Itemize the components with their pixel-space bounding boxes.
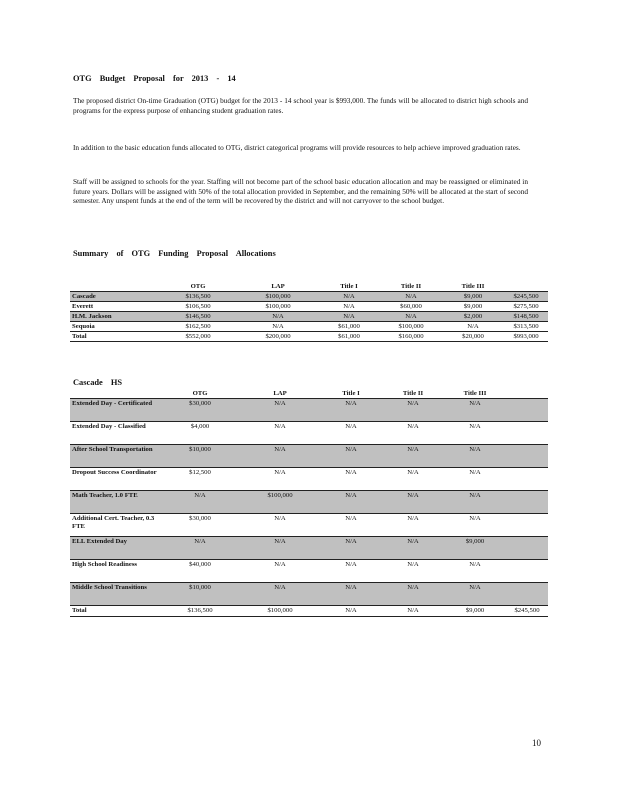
row-label: Math Teacher, 1.0 FTE: [70, 491, 160, 514]
row-label: Extended Day - Classified: [70, 422, 160, 445]
table-cell: $160,000: [380, 332, 442, 342]
table-cell: N/A: [382, 468, 444, 491]
table-cell: $61,000: [318, 322, 380, 332]
table-cell: N/A: [382, 514, 444, 537]
table-cell: $30,000: [160, 399, 240, 422]
table-cell: [506, 399, 548, 422]
table-cell: $20,000: [442, 332, 504, 342]
table-cell: N/A: [382, 560, 444, 583]
table-cell: $100,000: [240, 491, 320, 514]
table-cell: N/A: [240, 399, 320, 422]
table-cell: $993,000: [504, 332, 548, 342]
row-label: Middle School Transitions: [70, 583, 160, 606]
table-cell: N/A: [382, 491, 444, 514]
row-label: Extended Day - Certificated: [70, 399, 160, 422]
table-cell: $100,000: [238, 292, 318, 302]
table-cell: [506, 491, 548, 514]
column-header: LAP: [238, 282, 318, 292]
table-cell: $10,000: [160, 445, 240, 468]
table-cell: N/A: [320, 399, 382, 422]
row-label: Everett: [70, 302, 158, 312]
table-row: [70, 422, 548, 445]
table-row: [70, 445, 548, 468]
table-cell: $9,000: [442, 302, 504, 312]
column-header: OTG: [158, 282, 238, 292]
table-cell: [506, 537, 548, 560]
table-cell: N/A: [240, 422, 320, 445]
table-cell: N/A: [240, 560, 320, 583]
table-cell: N/A: [382, 606, 444, 617]
column-header: [504, 282, 548, 292]
table-row: [70, 468, 548, 491]
table-cell: $9,000: [442, 292, 504, 302]
table-cell: N/A: [238, 322, 318, 332]
table-cell: N/A: [382, 399, 444, 422]
row-label: Sequoia: [70, 322, 158, 332]
table-cell: N/A: [320, 445, 382, 468]
column-header: [70, 389, 160, 399]
column-header: Title III: [444, 389, 506, 399]
table-cell: N/A: [320, 491, 382, 514]
table-cell: [506, 514, 548, 537]
table-cell: N/A: [380, 292, 442, 302]
table-cell: N/A: [444, 514, 506, 537]
table-row: [70, 514, 548, 537]
row-label: High School Readiness: [70, 560, 160, 583]
table-cell: N/A: [380, 312, 442, 322]
table-cell: $552,000: [158, 332, 238, 342]
table-cell: N/A: [240, 537, 320, 560]
table-cell: $146,500: [158, 312, 238, 322]
table-cell: N/A: [444, 422, 506, 445]
table-cell: $30,000: [160, 514, 240, 537]
row-label: Dropout Success Coordinator: [70, 468, 160, 491]
table-cell: N/A: [444, 583, 506, 606]
table-cell: N/A: [444, 468, 506, 491]
table-cell: N/A: [320, 560, 382, 583]
row-label: Cascade: [70, 292, 158, 302]
table-row: [70, 537, 548, 560]
table-row: [70, 560, 548, 583]
column-header: Title I: [318, 282, 380, 292]
row-label: Additional Cert. Teacher, 0.3 FTE: [70, 514, 160, 537]
table-row: [70, 399, 548, 422]
table-cell: N/A: [318, 312, 380, 322]
table-cell: $2,000: [442, 312, 504, 322]
cascade-heading: Cascade HS: [73, 378, 123, 387]
table-cell: [506, 583, 548, 606]
table-row: [70, 322, 548, 332]
table-cell: N/A: [444, 399, 506, 422]
table-cell: $9,000: [444, 606, 506, 617]
column-header: OTG: [160, 389, 240, 399]
table-cell: $100,000: [380, 322, 442, 332]
table-cell: [506, 422, 548, 445]
table-cell: N/A: [320, 537, 382, 560]
table-cell: $313,500: [504, 322, 548, 332]
table-cell: $100,000: [238, 302, 318, 312]
table-row: [70, 312, 548, 322]
table-cell: $10,000: [160, 583, 240, 606]
table-cell: [506, 445, 548, 468]
table-cell: $12,500: [160, 468, 240, 491]
table-cell: N/A: [240, 514, 320, 537]
table-row: [70, 302, 548, 312]
table-cell: N/A: [320, 606, 382, 617]
table-cell: N/A: [320, 514, 382, 537]
total-row: [70, 332, 548, 342]
table-cell: $245,500: [506, 606, 548, 617]
summary-table: [70, 282, 548, 342]
table-cell: $60,000: [380, 302, 442, 312]
table-cell: $136,500: [160, 606, 240, 617]
table-cell: [506, 560, 548, 583]
table-cell: N/A: [442, 322, 504, 332]
table-cell: N/A: [382, 445, 444, 468]
table-cell: N/A: [382, 537, 444, 560]
table-cell: $148,500: [504, 312, 548, 322]
column-header: [70, 282, 158, 292]
row-label: After School Transportation: [70, 445, 160, 468]
column-header: [506, 389, 548, 399]
column-header: Title III: [442, 282, 504, 292]
table-cell: N/A: [320, 583, 382, 606]
table-cell: $100,000: [240, 606, 320, 617]
table-cell: $136,500: [158, 292, 238, 302]
row-label: ELL Extended Day: [70, 537, 160, 560]
column-header: Title II: [380, 282, 442, 292]
table-cell: $275,500: [504, 302, 548, 312]
table-cell: $9,000: [444, 537, 506, 560]
table-cell: N/A: [160, 491, 240, 514]
table-row: [70, 292, 548, 302]
table-cell: $200,000: [238, 332, 318, 342]
table-cell: N/A: [240, 445, 320, 468]
table-cell: N/A: [382, 583, 444, 606]
summary-header-row: [70, 282, 548, 292]
summary-heading: Summary of OTG Funding Proposal Allocations: [73, 249, 276, 258]
table-cell: $61,000: [318, 332, 380, 342]
table-cell: N/A: [382, 422, 444, 445]
intro-paragraph: The proposed district On-time Graduation (OTG) budget for the 2013 - 14 school year is $993,000. The funds will be allocated to district high schools and programs for the express purpose of enhancing student graduation rates.: [73, 96, 528, 115]
table-row: [70, 491, 548, 514]
table-cell: N/A: [240, 468, 320, 491]
document-title: OTG Budget Proposal for 2013 - 14: [73, 74, 236, 83]
column-header: Title II: [382, 389, 444, 399]
table-cell: N/A: [444, 491, 506, 514]
column-header: LAP: [240, 389, 320, 399]
table-cell: N/A: [444, 560, 506, 583]
table-cell: N/A: [320, 468, 382, 491]
table-cell: $4,000: [160, 422, 240, 445]
table-cell: [506, 468, 548, 491]
table-cell: $245,500: [504, 292, 548, 302]
table-cell: N/A: [160, 537, 240, 560]
table-cell: N/A: [318, 292, 380, 302]
table-row: [70, 583, 548, 606]
table-cell: N/A: [238, 312, 318, 322]
table-cell: N/A: [240, 583, 320, 606]
table-cell: $106,500: [158, 302, 238, 312]
cascade-header-row: [70, 389, 548, 399]
categorical-paragraph: In addition to the basic education funds allocated to OTG, district categorical programs will provide resources to help achieve improved graduation rates.: [73, 143, 521, 152]
table-cell: $162,500: [158, 322, 238, 332]
row-label: Total: [70, 332, 158, 342]
page-number: 10: [532, 738, 541, 748]
staffing-paragraph: Staff will be assigned to schools for the year. Staffing will not become part of the school basic education allocation and may be reassigned or eliminated in future years. Dollars will be assigned with 50% of the total allocation provided in September, and the remaining 50% will be allocated at the start of second semester. Any unspent funds at the end of the term will be recovered by the district and will not carryover to the school budget.: [73, 177, 528, 206]
row-label: H.M. Jackson: [70, 312, 158, 322]
table-cell: $40,000: [160, 560, 240, 583]
row-label: Total: [70, 606, 160, 617]
column-header: Title I: [320, 389, 382, 399]
cascade-table: [70, 389, 548, 617]
table-cell: N/A: [444, 445, 506, 468]
total-row: [70, 606, 548, 617]
table-cell: N/A: [318, 302, 380, 312]
table-cell: N/A: [320, 422, 382, 445]
